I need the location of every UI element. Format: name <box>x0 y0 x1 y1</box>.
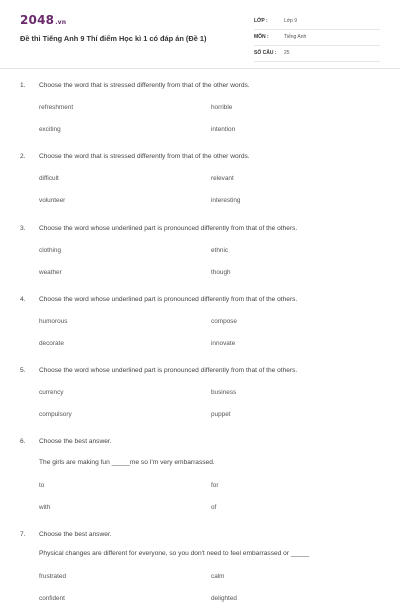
page-title: Đề thi Tiếng Anh 9 Thí điểm Học kì 1 có đáp án (Đề 1) <box>20 34 207 43</box>
option-c[interactable]: weather <box>39 269 62 276</box>
option-d[interactable]: interesting <box>211 197 241 204</box>
option-b[interactable]: for <box>211 482 219 489</box>
question-sentence: Physical changes are different for everyone, so you don't need to feel embarrassed or _____ <box>39 550 310 557</box>
meta-value: Lớp 9 <box>284 18 298 24</box>
question-number: 7. <box>20 531 26 538</box>
option-d[interactable]: intention <box>211 126 236 133</box>
question-prompt: Choose the word whose underlined part is pronounced differently from that of the others. <box>39 296 298 303</box>
page-header <box>0 0 400 69</box>
meta-row-subject <box>254 30 380 46</box>
option-a[interactable]: clothing <box>39 247 62 254</box>
option-d[interactable]: innovate <box>211 340 236 347</box>
option-a[interactable]: frustrated <box>39 573 66 580</box>
option-b[interactable]: calm <box>211 573 225 580</box>
option-b[interactable]: relevant <box>211 175 234 182</box>
option-d[interactable]: though <box>211 269 231 276</box>
question-prompt: Choose the best answer. <box>39 531 112 538</box>
site-logo[interactable]: 2048.vn <box>20 13 67 27</box>
question-prompt: Choose the word that is stressed differently from that of the other words. <box>39 153 250 160</box>
option-a[interactable]: humorous <box>39 318 68 325</box>
option-d[interactable]: delighted <box>211 595 237 602</box>
question-sentence: The girls are making fun _____me so I'm very embarrassed. <box>39 459 215 466</box>
meta-label: MÔN : <box>254 34 269 40</box>
option-b[interactable]: compose <box>211 318 237 325</box>
option-b[interactable]: business <box>211 389 237 396</box>
question-number: 3. <box>20 225 26 232</box>
question-number: 1. <box>20 82 26 89</box>
question-prompt: Choose the word whose underlined part is pronounced differently from that of the others. <box>39 225 298 232</box>
option-c[interactable]: confident <box>39 595 65 602</box>
option-c[interactable]: exciting <box>39 126 61 133</box>
option-c[interactable]: decorate <box>39 340 64 347</box>
question-prompt: Choose the best answer. <box>39 438 112 445</box>
exam-meta <box>254 14 380 62</box>
meta-label: SỐ CÂU : <box>254 50 277 56</box>
question-number: 5. <box>20 367 26 374</box>
meta-label: LỚP : <box>254 18 268 24</box>
option-c[interactable]: volunteer <box>39 197 66 204</box>
option-b[interactable]: horrible <box>211 104 233 111</box>
option-a[interactable]: to <box>39 482 45 489</box>
question-1 <box>20 82 382 133</box>
question-7 <box>20 531 382 602</box>
question-5 <box>20 367 382 418</box>
question-number: 2. <box>20 153 26 160</box>
meta-row-class <box>254 14 380 30</box>
question-4 <box>20 296 382 347</box>
option-c[interactable]: compulsory <box>39 411 72 418</box>
option-d[interactable]: of <box>211 504 217 511</box>
option-c[interactable]: with <box>39 504 51 511</box>
meta-value: 25 <box>284 50 290 56</box>
meta-row-count <box>254 46 380 62</box>
option-a[interactable]: currency <box>39 389 64 396</box>
question-2 <box>20 153 382 204</box>
question-6 <box>20 438 382 511</box>
question-prompt: Choose the word that is stressed differently from that of the other words. <box>39 82 250 89</box>
option-a[interactable]: refreshment <box>39 104 74 111</box>
question-number: 4. <box>20 296 26 303</box>
meta-value: Tiếng Anh <box>284 34 307 40</box>
question-3 <box>20 225 382 276</box>
question-prompt: Choose the word whose underlined part is pronounced differently from that of the others. <box>39 367 298 374</box>
option-d[interactable]: puppet <box>211 411 231 418</box>
option-b[interactable]: ethnic <box>211 247 229 254</box>
question-number: 6. <box>20 438 26 445</box>
option-a[interactable]: difficult <box>39 175 59 182</box>
